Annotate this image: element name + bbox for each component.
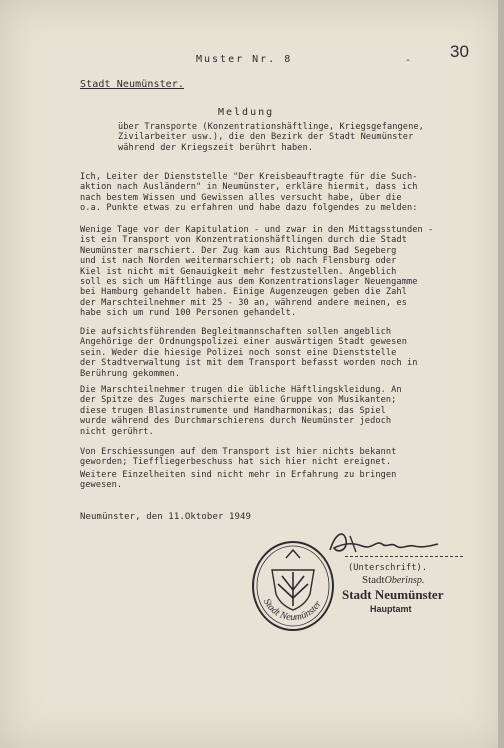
paragraph-line: ist ein Transport von Konzentrationshäftlingen durch die Stadt (80, 235, 407, 246)
paragraph-line: wurde während des Durchmarschierens durch Neumünster jedoch (80, 416, 392, 427)
nettle-leaf-seal-icon (248, 536, 338, 634)
stamp-line-1: StadtOberinsp. (362, 574, 425, 586)
seal-text: Stadt Neumünster (260, 597, 324, 624)
paragraph-line: aktion nach Ausländern" in Neumünster, erkläre hiermit, dass ich (80, 182, 418, 193)
scan-edge (498, 0, 504, 748)
paragraph-line: soll es sich um Häftlinge aus dem Konzentrationslager Neuengamme (80, 277, 418, 287)
paragraph-line: geworden; Tieffliegerbeschuss hat sich hier nicht ereignet. (80, 457, 392, 468)
form-title: Muster Nr. 8 (196, 54, 293, 65)
paragraph-line: der Marschteilnehmer mit 25 - 30 an, während andere meinen, es (80, 297, 407, 308)
paragraph-line: nicht gerührt. (80, 426, 154, 437)
handwritten-signature (322, 526, 442, 560)
document-heading: Meldung (218, 107, 275, 118)
paragraph-line: gewesen. (80, 480, 123, 491)
paragraph-line: Kiel ist nicht mit Genauigkeit mehr festzustellen. Angeblich (80, 266, 397, 277)
header-dash: - (405, 55, 412, 66)
paragraph-line: Neumünster marschiert. Der Zug kam aus Richtung Bad Segeberg (80, 245, 397, 256)
paragraph-line: Angehörige der Ordnungspolizei einer auswärtigen Stadt gewesen (80, 337, 407, 348)
city-name: Stadt Neumünster. (80, 79, 185, 90)
paragraph-line: der Spitze des Zuges marschierte eine Gruppe von Musikanten; (80, 395, 397, 406)
paragraph-line: bei Hamburg gehandelt haben. Einige Augenzeugen geben die Zahl (80, 287, 407, 298)
signature-line (345, 556, 463, 557)
paragraph-line: habe sich um rund 100 Personen gehandelt. (80, 308, 297, 319)
paragraph-line: Von Erschiessungen auf dem Transport ist hier nichts bekannt (80, 447, 397, 457)
paragraph-line: o.a. Punkte etwas zu erfahren und habe dazu folgendes zu melden: (80, 203, 418, 214)
paragraph-line: der Stadtverwaltung ist mit dem Transport befasst worden noch in (80, 358, 418, 369)
paragraph-line: Ich, Leiter der Dienststelle "Der Kreisbeauftragte für die Such- (80, 172, 418, 182)
paragraph-line: Die aufsichtsführenden Begleitmannschaften sollen angeblich (80, 327, 392, 337)
signature-label: (Unterschrift). (348, 563, 428, 573)
paragraph-line: diese trugen Blasinstrumente und Handharmonikas; das Spiel (80, 405, 386, 416)
stamp-line-3: Hauptamt (370, 604, 412, 614)
stamp-line-2: Stadt Neumünster (342, 587, 444, 602)
paragraph-line: Wenige Tage vor der Kapitulation - und zwar in den Mittagsstunden - (80, 225, 434, 235)
subject-line: während der Kriegszeit berührt haben. (118, 142, 314, 153)
date-line: Neumünster, den 11.Oktober 1949 (80, 512, 252, 522)
paragraph-line: und ist nach Norden weitermarschiert; ob nach Flensburg oder (80, 256, 397, 267)
subject-line: über Transporte (Konzentrationshäftlinge, Kriegsgefangene, (118, 122, 424, 132)
paragraph-line: nach bestem Wissen und Gewissen alles versucht habe, über die (80, 192, 402, 203)
subject-line: Zivilarbeiter usw.), die den Bezirk der Stadt Neumünster (118, 132, 414, 143)
page-number: 30 (450, 42, 469, 61)
paragraph-line: sein. Weder die hiesige Polizei noch sonst eine Dienststelle (80, 347, 397, 358)
paragraph-line: Die Marschteilnehmer trugen die übliche Häftlingskleidung. An (80, 385, 402, 395)
paragraph-line: Weitere Einzelheiten sind nicht mehr in Erfahrung zu bringen (80, 470, 397, 480)
paragraph-line: Berührung gekommen. (80, 368, 181, 379)
